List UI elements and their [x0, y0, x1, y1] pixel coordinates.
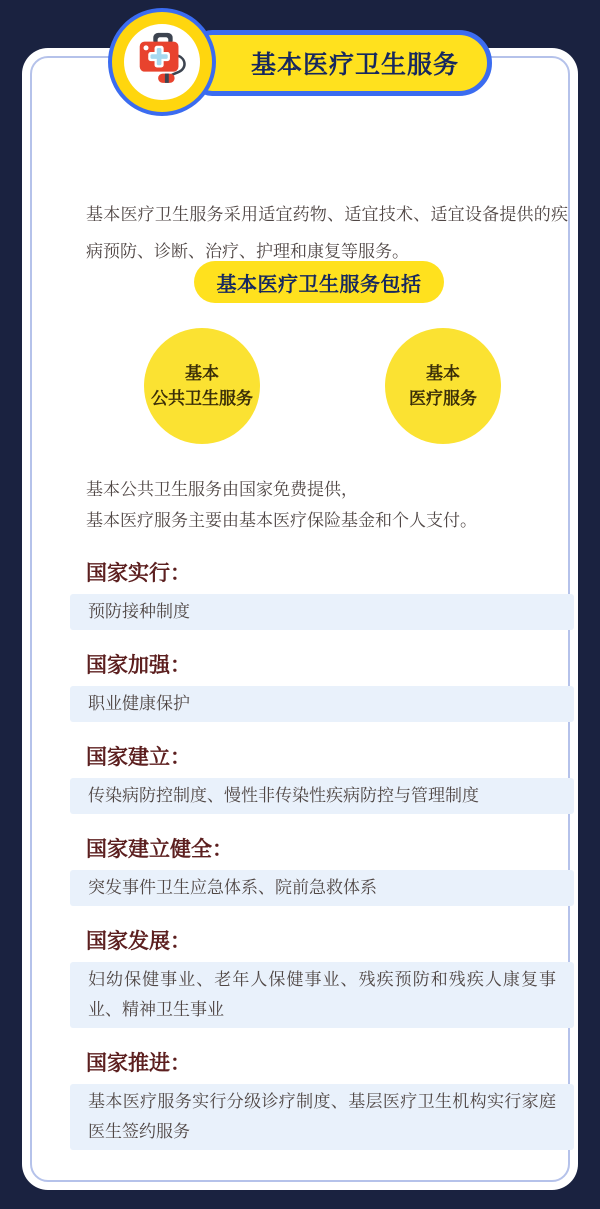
- title-banner: [192, 30, 492, 96]
- rule-content: 突发事件卫生应急体系、院前急救体系: [70, 870, 574, 906]
- content-card: [22, 48, 578, 1190]
- funding-line2: 基本医疗服务主要由基本医疗保险基金和个人支付。: [86, 511, 477, 530]
- funding-paragraph: [86, 474, 568, 536]
- rule-section-promote: [70, 1050, 574, 1150]
- rule-section-establish-improve: [70, 836, 574, 906]
- header-badge-inner: [124, 24, 200, 100]
- circle-label-line1: 基本: [426, 364, 460, 383]
- funding-line1: 基本公共卫生服务由国家免费提供，: [86, 480, 358, 499]
- circle-medical-service: [385, 328, 501, 444]
- rule-section-develop: [70, 928, 574, 1028]
- circle-label-line1: 基本: [185, 364, 219, 383]
- circle-public-health-service: [144, 328, 260, 444]
- rule-sections: [70, 560, 574, 1172]
- rule-content: 传染病防控制度、慢性非传染性疾病防控与管理制度: [70, 778, 574, 814]
- rule-content: 预防接种制度: [70, 594, 574, 630]
- header-badge: [108, 8, 216, 116]
- rule-heading: 国家加强：: [86, 654, 191, 677]
- page-title: 基本医疗卫生服务: [250, 51, 459, 79]
- rule-heading: 国家实行：: [86, 562, 191, 585]
- circle-label-line2: 医疗服务: [409, 389, 477, 408]
- intro-paragraph: 基本医疗卫生服务采用适宜药物、适宜技术、适宜设备提供的疾病预防、诊断、治疗、护理和康复等服务。: [86, 205, 568, 261]
- rule-section-establish: [70, 744, 574, 814]
- rule-section-implement: [70, 560, 574, 630]
- rule-heading: 国家推进：: [86, 1052, 191, 1075]
- rule-content: 基本医疗服务实行分级诊疗制度、基层医疗卫生机构实行家庭医生签约服务: [70, 1084, 574, 1150]
- circle-label-line2: 公共卫生服务: [151, 389, 253, 408]
- rule-section-strengthen: [70, 652, 574, 722]
- includes-label-pill: 基本医疗卫生服务包括: [194, 261, 444, 303]
- rule-content: 职业健康保护: [70, 686, 574, 722]
- rule-heading: 国家建立：: [86, 746, 191, 769]
- rule-heading: 国家建立健全：: [86, 838, 233, 861]
- first-aid-kit-icon: [131, 29, 193, 96]
- rule-content: 妇幼保健事业、老年人保健事业、残疾预防和残疾人康复事业、精神卫生事业: [70, 962, 574, 1028]
- rule-heading: 国家发展：: [86, 930, 191, 953]
